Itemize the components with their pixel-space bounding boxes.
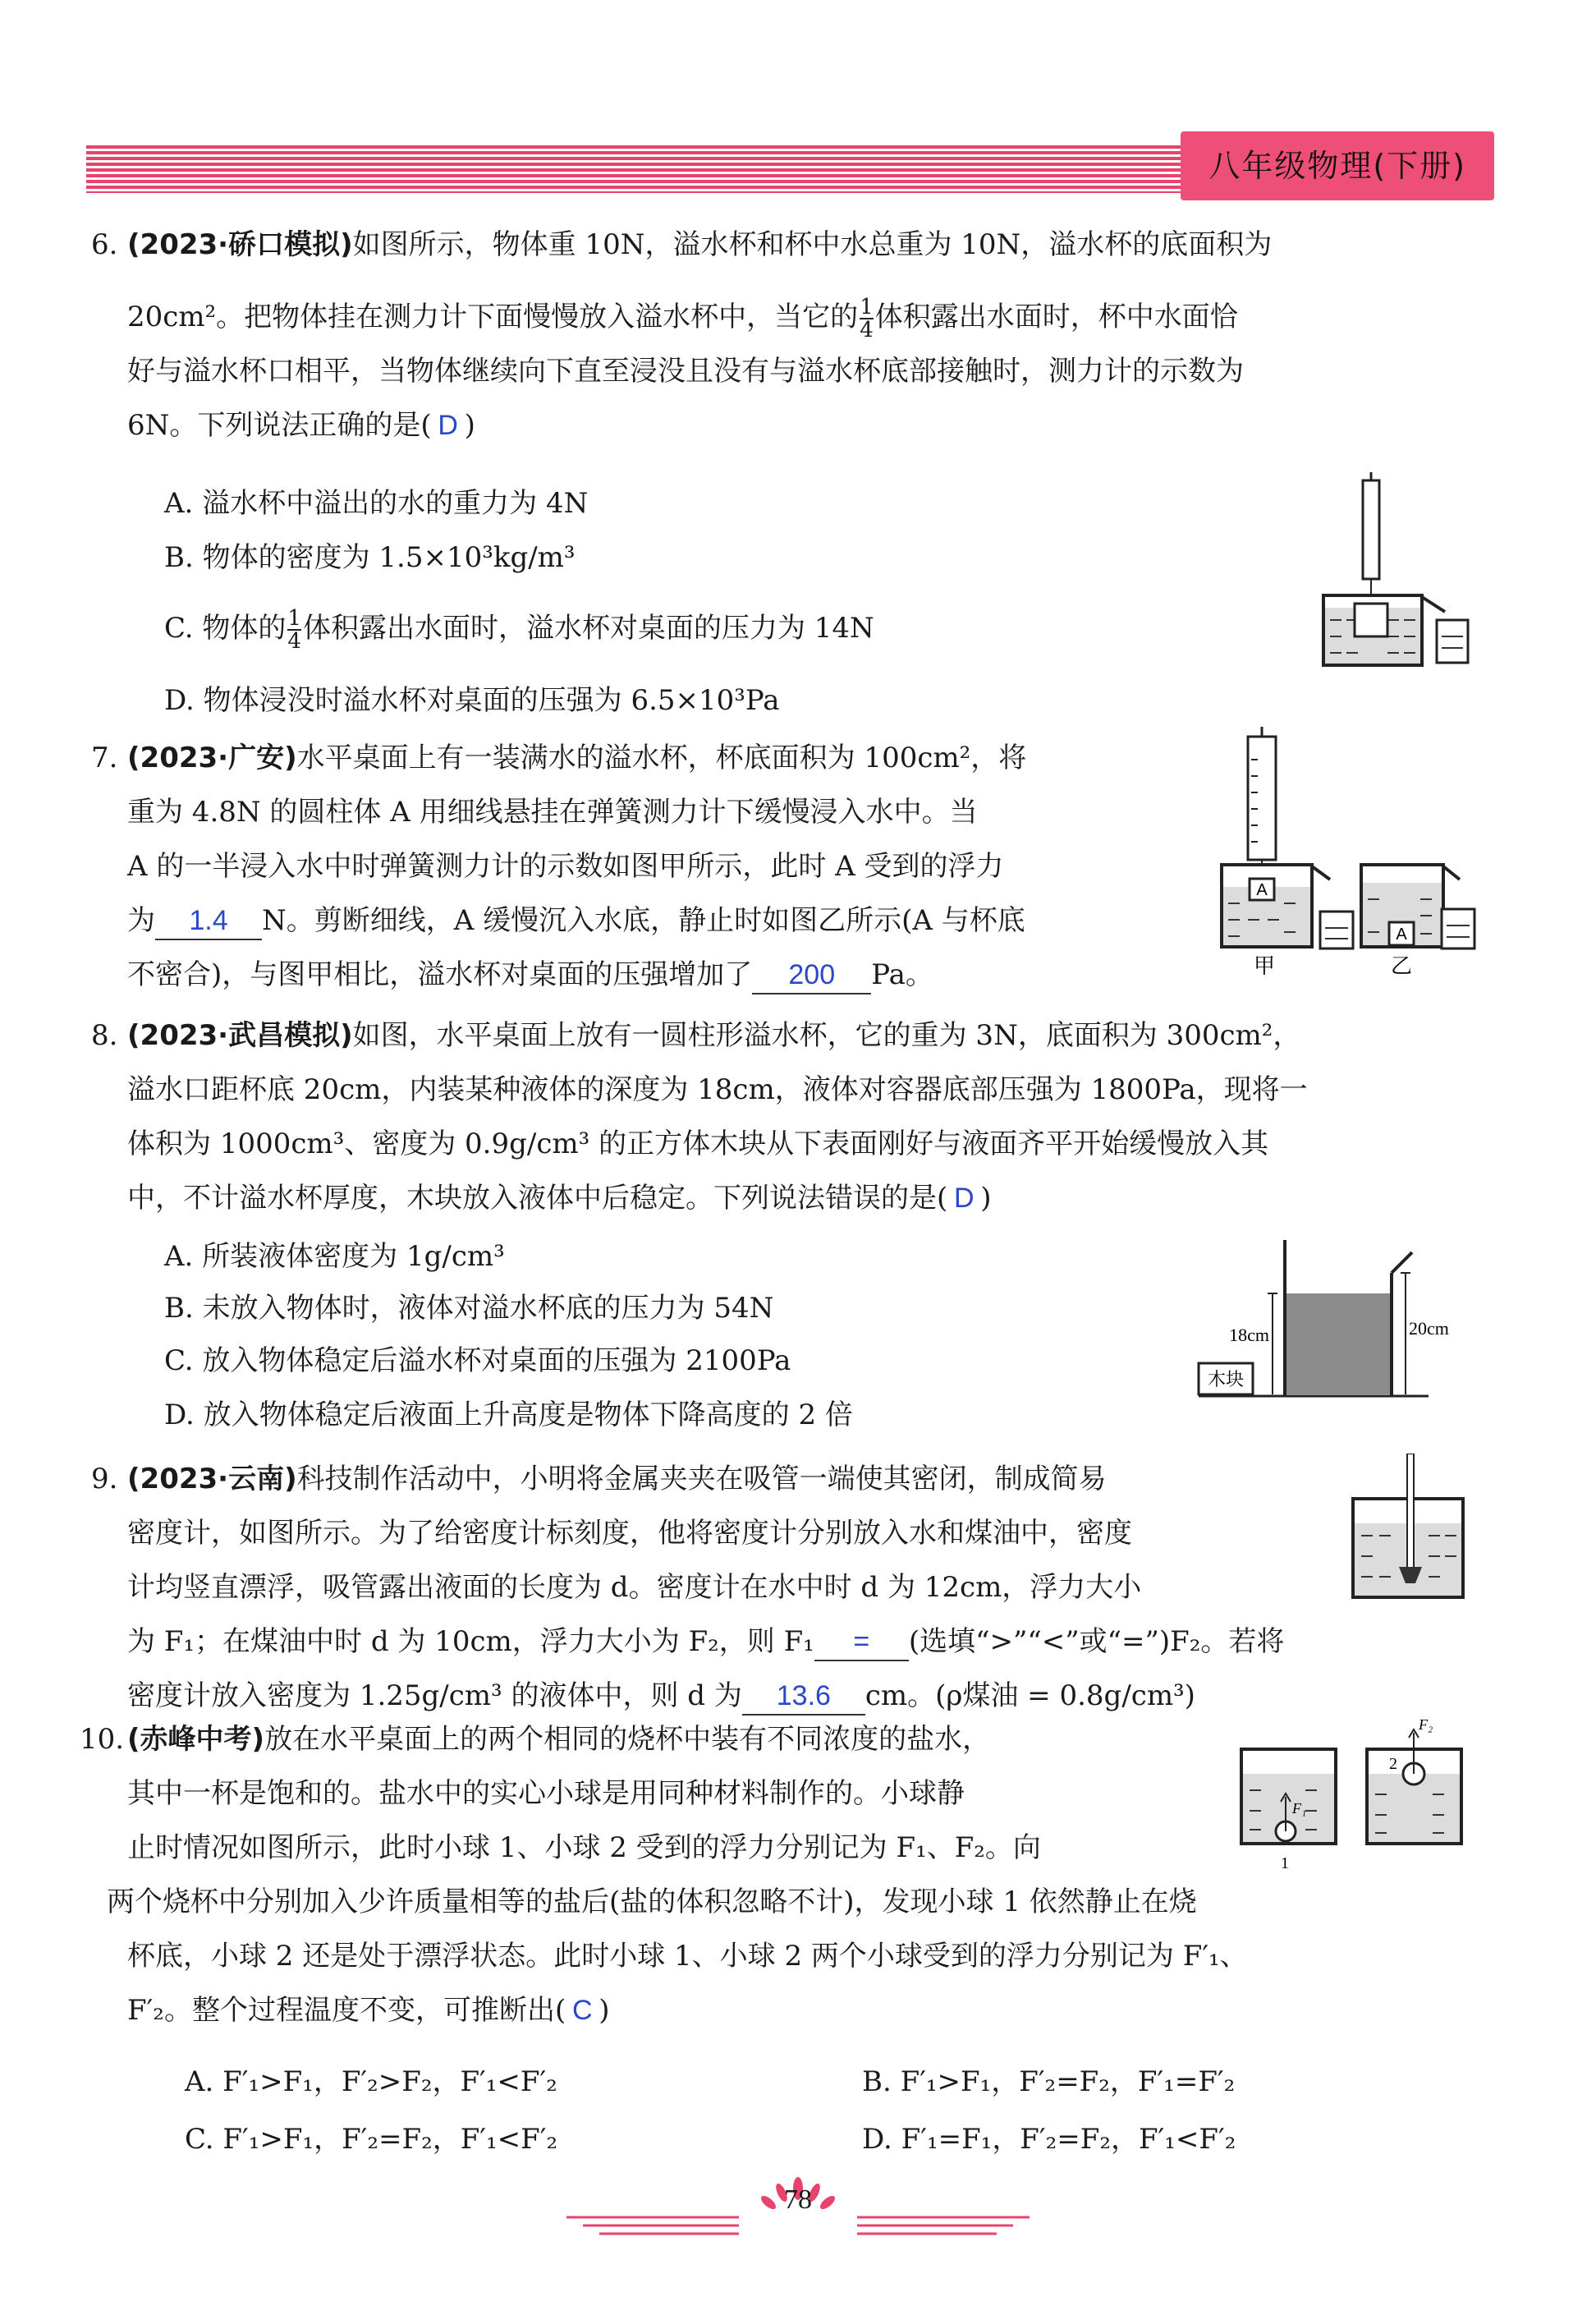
q10-line-4: 两个烧杯中分别加入少许质量相等的盐后(盐的体积忽略不计)，发现小球 1 依然静止在烧 [107,1886,1197,1918]
q7-line-2: 重为 4.8N 的圆柱体 A 用细线悬挂在弹簧测力计下缓慢浸入水中。当 [127,796,978,829]
q8-option-b: B. 未放入物体时，液体对溢水杯底的压力为 54N [164,1292,774,1325]
label-20cm: 20cm [1409,1318,1449,1339]
q6-option-d: D. 物体浸没时溢水杯对桌面的压强为 6.5×10³Pa [164,684,780,717]
q6-line-2: 20cm²。把物体挂在测力计下面慢慢放入溢水杯中，当它的 $\frac{1}{4}$ 体积露出水面时，杯中水面恰 [127,295,1238,342]
question-source: (赤峰中考) [127,1723,265,1756]
q10-beakers-figure [1231,1716,1478,1881]
question-source: (2023·武昌模拟) [127,1019,353,1052]
q8-cylinder-cup-figure [1190,1236,1470,1400]
q8-line-1: (2023·武昌模拟)如图，水平桌面上放有一圆柱形溢水杯，它的重为 3N，底面积为 300cm²， [127,1019,1301,1052]
q6-option-a: A. 溢水杯中溢出的水的重力为 4N [164,487,589,520]
q10-line-3: 止时情况如图所示，此时小球 1、小球 2 受到的浮力分别记为 F₁、F₂。向 [127,1831,1041,1864]
force-label-f2: F₂ [1419,1716,1433,1733]
block-a-label: A [1396,926,1407,944]
q10-option-c: C. F′₁>F₁，F′₂=F₂，F′₁<F′₂ [185,2123,558,2156]
q10-line-2: 其中一杯是饱和的。盐水中的实心小球是用同种材料制作的。小球静 [127,1777,965,1810]
question-8 [91,1008,1457,1225]
label-18cm: 18cm [1229,1325,1269,1345]
answer-handwritten: D [953,1183,975,1214]
question-source: (2023·云南) [127,1463,297,1495]
answer-handwritten: C [571,1995,593,2026]
q8-line-4: 中，不计溢水杯厚度，木块放入液体中后稳定。下列说法错误的是( D ) [127,1171,1457,1225]
q6-line-4: 6N。下列说法正确的是( D ) [127,398,1457,452]
q7-line-4: 为 1.4 N。剪断细线，A 缓慢沉入水底，静止时如图乙所示(A 与杯底 [127,893,1457,948]
q9-line-4: 为 F₁；在煤油中时 d 为 10cm，浮力大小为 F₂，则 F₁ = (选填“>”“<”或“=”)F₂。若将 [127,1615,1457,1669]
q8-line-2: 溢水口距杯底 20cm，内装某种液体的深度为 18cm，液体对容器底部压强为 1800Pa，现将一 [127,1073,1308,1106]
answer-blank: 13.6 [742,1678,865,1716]
q10-option-b: B. F′₁>F₁，F′₂=F₂，F′₁=F′₂ [862,2065,1236,2098]
q9-line-2: 密度计，如图所示。为了给密度计标刻度，他将密度计分别放入水和煤油中，密度 [127,1517,1132,1550]
fraction: $\frac{1}{4}$ [860,295,874,342]
q10-line-6: F′₂。整个过程温度不变，可推断出( C ) [127,1983,1457,2037]
q7-line-3: A 的一半浸入水中时弹簧测力计的示数如图甲所示，此时 A 受到的浮力 [127,850,1004,883]
q7-line-1: (2023·广安)水平桌面上有一装满水的溢水杯，杯底面积为 100cm²，将 [127,742,1027,774]
q9-densimeter-figure [1346,1454,1470,1601]
answer-blank: 1.4 [155,903,262,940]
figure-label-yi: 乙 [1390,954,1413,977]
question-number: 7. [91,742,118,774]
q10-line-5: 杯底，小球 2 还是处于漂浮状态。此时小球 1、小球 2 两个小球受到的浮力分别记为 F′₁、 [127,1940,1248,1973]
q10-option-d: D. F′₁=F₁，F′₂=F₂，F′₁<F′₂ [862,2123,1236,2156]
question-number: 6. [91,228,118,261]
figure-label-jia: 甲 [1253,954,1276,977]
q9-line-1: (2023·云南)科技制作活动中，小明将金属夹夹在吸管一端使其密闭，制成简易 [127,1463,1107,1495]
question-6 [91,218,1457,452]
ball-2-label: 2 [1389,1755,1397,1773]
q8-option-c: C. 放入物体稳定后溢水杯对桌面的压强为 2100Pa [164,1344,791,1377]
footer-ornament [0,2168,1596,2267]
question-number: 8. [91,1019,118,1052]
answer-handwritten: D [438,410,458,441]
q6-option-c: C. 物体的 $\frac{1}{4}$ 体积露出水面时，溢水杯对桌面的压力为 14N [164,606,874,654]
wood-block-label: 木块 [1207,1370,1245,1390]
q6-option-b: B. 物体的密度为 1.5×10³kg/m³ [164,541,576,574]
q9-line-3: 计均竖直漂浮，吸管露出液面的长度为 d。密度计在水中时 d 为 12cm，浮力大小 [127,1571,1142,1604]
q8-option-d: D. 放入物体稳定后液面上升高度是物体下降高度的 2 倍 [164,1399,853,1431]
q8-line-3: 体积为 1000cm³、密度为 0.9g/cm³ 的正方体木块从下表面刚好与液面齐平开始缓慢放入其 [127,1128,1269,1160]
question-9 [91,1452,1457,1723]
q6-line-3: 好与溢水杯口相平，当物体继续向下直至浸没且没有与溢水杯底部接触时，测力计的示数为 [127,355,1244,388]
answer-blank: = [814,1624,909,1661]
block-a-label: A [1256,881,1268,899]
q9-line-5: 密度计放入密度为 1.25g/cm³ 的液体中，则 d 为 13.6 cm。(ρ煤油 = 0.8g/cm³) [127,1669,1457,1723]
q6-overflow-cup-figure [1314,472,1478,678]
ball-1-label: 1 [1281,1854,1289,1872]
q10-line-1: (赤峰中考)放在水平桌面上的两个相同的烧杯中装有不同浓度的盐水， [127,1723,991,1756]
q10-option-a: A. F′₁>F₁，F′₂>F₂，F′₁<F′₂ [185,2065,557,2098]
question-source: (2023·硚口模拟) [127,228,353,261]
q6-line-1: (2023·硚口模拟)如图所示，物体重 10N，溢水杯和杯中水总重为 10N，溢水杯的底面积为 [127,228,1273,261]
q7-line-5: 不密合)，与图甲相比，溢水杯对桌面的压强增加了 200 Pa。 [127,948,1457,1002]
force-label-f1: F₁ [1292,1800,1307,1817]
book-title: 八年级物理(下册) [1181,131,1494,200]
question-number: 9. [91,1463,118,1495]
q7-spring-scale-figure [1215,727,1478,977]
question-source: (2023·广安) [127,742,297,774]
answer-blank: 200 [752,957,871,994]
question-number: 10. [80,1723,125,1756]
page-number: 78 [784,2184,812,2215]
q8-option-a: A. 所装液体密度为 1g/cm³ [164,1240,505,1273]
